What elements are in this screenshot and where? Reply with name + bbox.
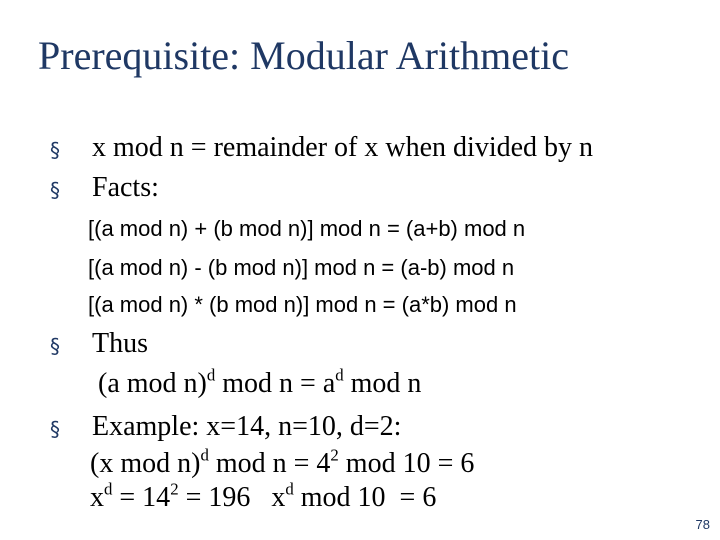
bullet-marker: §: [50, 138, 60, 162]
bullet-facts: Facts:: [92, 172, 159, 203]
example-formula-2: $x^d = 14^2 = 196$ $x^d$ mod 10 = 6: [90, 479, 437, 513]
slide-title: Prerequisite: Modular Arithmetic: [38, 33, 569, 78]
bullet-thus: Thus: [92, 328, 148, 359]
fact-line-multiply: [(a mod n) * (b mod n)] mod n = (a*b) mod n: [88, 292, 517, 317]
bullet-marker: §: [50, 417, 60, 441]
fact-line-subtract: [(a mod n) - (b mod n)] mod n = (a-b) mod n: [88, 255, 515, 280]
bullet-example: Example: x=14, n=10, d=2:: [92, 411, 402, 442]
thus-formula: (a mod n)$^d$ mod $n = a^d$ mod n: [98, 365, 422, 399]
example-formula-1: (x mod n)$^d$ mod $n = 4^2$ mod 10 = 6: [90, 445, 475, 479]
bullet-marker: §: [50, 178, 60, 202]
page-number: 78: [695, 517, 710, 532]
bullet-definition: x mod n = remainder of x when divided by n: [92, 132, 594, 163]
fact-line-add: [(a mod n) + (b mod n)] mod n = (a+b) mod n: [88, 216, 526, 241]
bullet-marker: §: [50, 334, 60, 358]
